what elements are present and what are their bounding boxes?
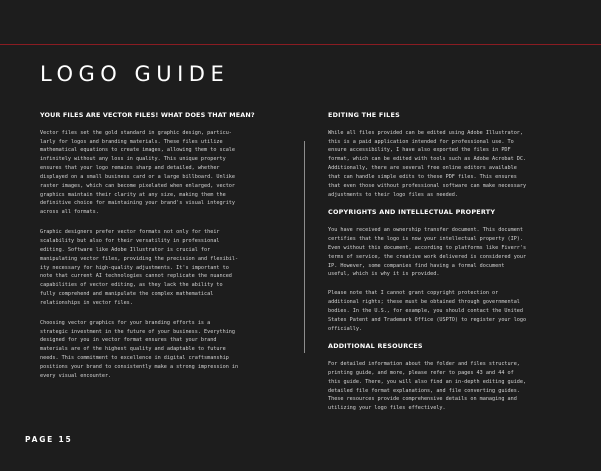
- additional-resources-heading: ADDITIONAL RESOURCES: [328, 342, 423, 351]
- editing-files-paragraph: While all files provided can be edited using Adobe Illustrator, this is a paid application intended for professional use. To ensure accessibility, I have also exported the files in PDF format, which can be edited with tools such as Adobe Acrobat DC. Additionally, there are several free online editors available that can handle simple edits to these PDF files. This ensures that even those without professional software can make necessary adjustments to their logo files as needed.: [328, 129, 527, 198]
- left-column: [40, 112, 275, 392]
- right-column: [328, 112, 586, 423]
- page-title: LOGO GUIDE: [40, 62, 230, 86]
- vector-files-paragraph-2: Graphic designers prefer vector formats not only for their scalability but also for their versatility in professional editing. Software like Adobe Illustrator is crucial for manipulating vector files, providing the precision and flexibil- ity necessary for high-quality adjustments. It's important to note that current AI technologies cannot replicate the nuanced capabilities of vector editing, as they lack the ability to fully comprehend and manipulate the complex mathematical relationships in vector files.: [40, 229, 239, 306]
- additional-resources-paragraph: For detailed information about the folder and files structure, printing guide, and more, please refer to pages 43 and 44 of this guide. There, you will also find an in-depth editing guide, detailed file format explanations, and file converting guides. These resources provide comprehensive details on managing and utilizing your logo files effectively.: [328, 361, 527, 412]
- vector-files-paragraph-1: Vector files set the gold standard in graphic design, particu- larly for logos and branding materials. These files utilize mathematical equations to create images, allowing them to scale infinitely without any loss in quality. This unique property ensures that your logo remains sharp and detailed, whether displayed on a small business card or a large billboard. Unlike raster images, which can become pixelated when enlarged, vector graphics maintain their clarity at any size, making them the definitive choice for maintaining your brand's visual integrity across all formats.: [40, 129, 235, 216]
- column-divider: [304, 141, 305, 353]
- copyrights-paragraph-1: You have received an ownership transfer document. This document certifies that the logo is now your intellectual property (IP). Even without this document, according to platforms like Fiverr's terms of service, the creative work delivered is considered your IP. However, some companies find having a formal document useful, which is why it is provided.: [328, 227, 527, 278]
- page-number: PAGE 15: [25, 435, 73, 444]
- editing-files-heading: EDITING THE FILES: [328, 111, 400, 119]
- vector-files-heading: YOUR FILES ARE VECTOR FILES! WHAT DOES THAT MEAN?: [40, 111, 255, 119]
- copyrights-paragraph-2: Please note that I cannot grant copyright protection or additional rights; these must be obtained through governmental bodies. In the U.S., for example, you should contact the United States Patent and Trademark Office (USPTO) to register your logo officially.: [328, 290, 527, 332]
- vector-files-paragraph-3: Choosing vector graphics for your branding efforts is a strategic investment in the future of your business. Everything designed for you in vector format ensures that your brand materials are of the highest quality and adaptable to future needs. This commitment to excellence in digital craftsmanship positions your brand to consistently make a strong impression in every visual encounter.: [40, 319, 239, 379]
- copyrights-heading: COPYRIGHTS AND INTELLECTUAL PROPERTY: [328, 208, 496, 217]
- top-accent-rule: [0, 44, 601, 45]
